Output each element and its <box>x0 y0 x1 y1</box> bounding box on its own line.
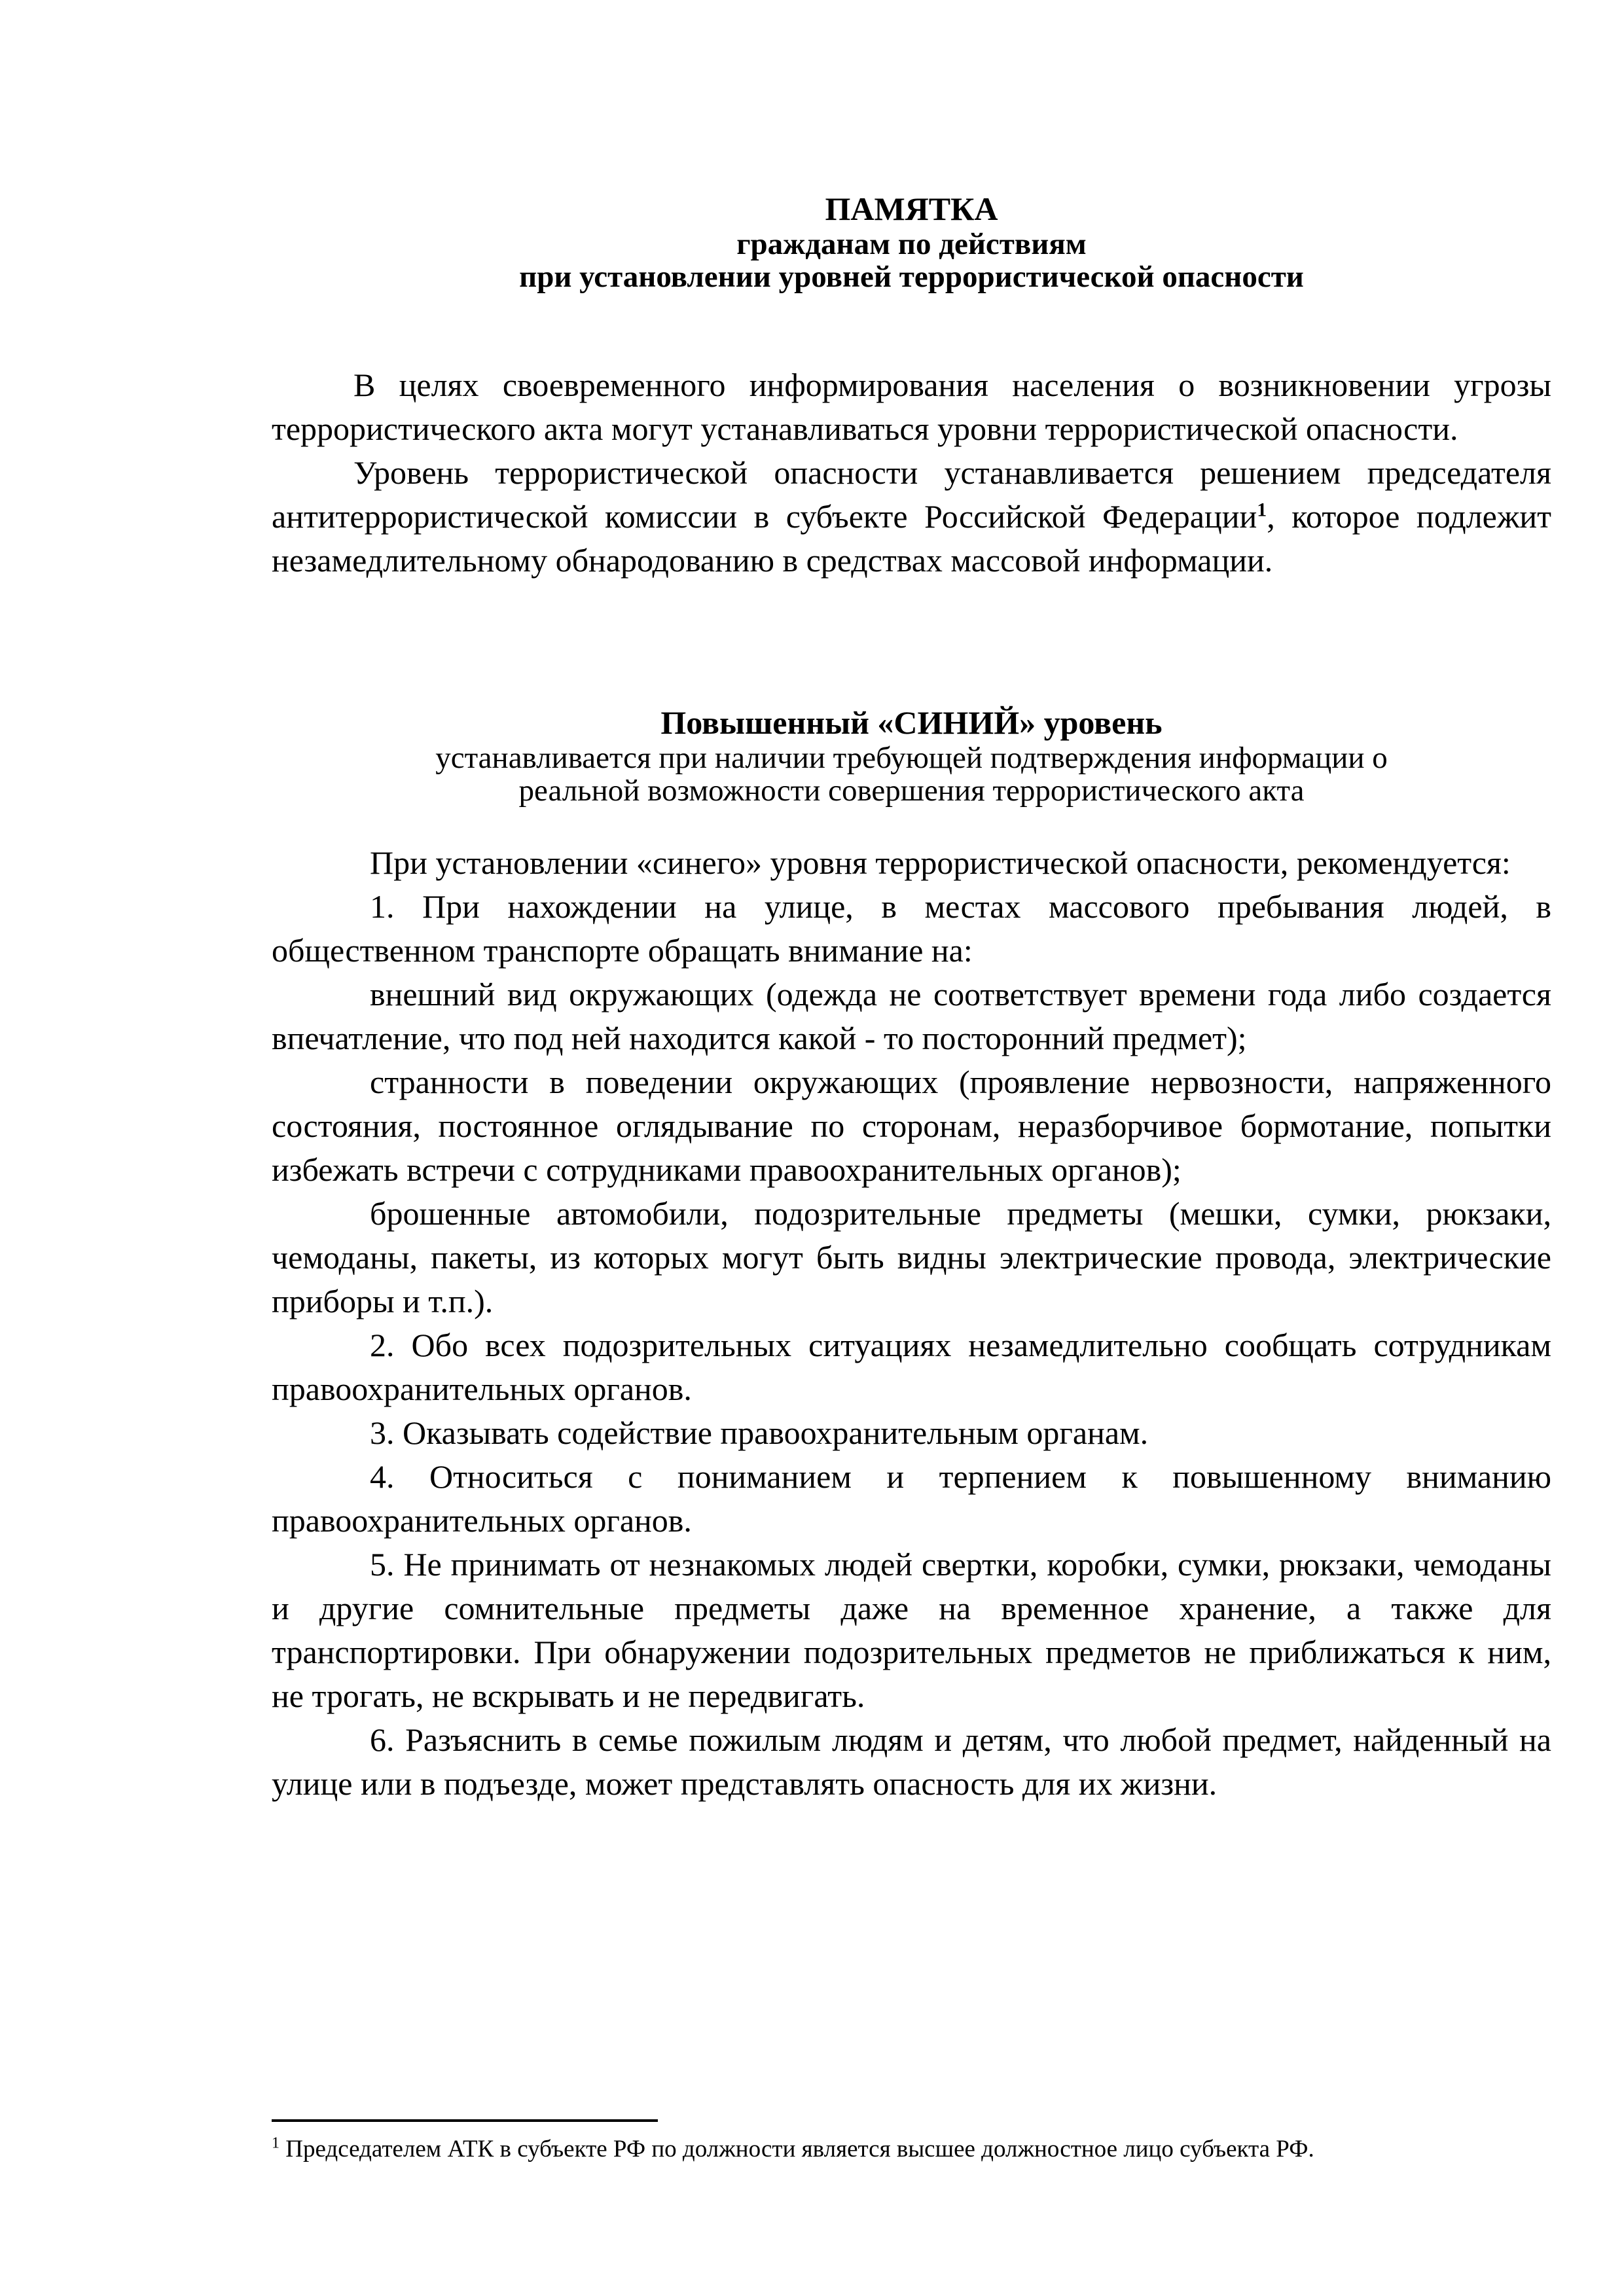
recommendation-item-6: 6. Разъяснить в семье пожилым людям и детям, что любой предмет, найденный на улице или в подъезде, может представлять опасность для их жизни. <box>272 1721 1551 1802</box>
recommendation-item-2: 2. Обо всех подозрительных ситуациях незамедлительно сообщать сотрудникам правоохранительных органов. <box>272 1327 1551 1407</box>
blue-level-lead: При установлении «синего» уровня террористической опасности, рекомендуется: <box>370 844 1511 881</box>
recommendation-item-3: 3. Оказывать содействие правоохранительным органам. <box>370 1414 1149 1451</box>
recommendation-item-1: 1. При нахождении на улице, в местах массового пребывания людей, в общественном транспорте обращать внимание на: <box>272 888 1551 969</box>
document-title: ПАМЯТКА <box>825 190 998 227</box>
blue-level-heading: Повышенный «СИНИЙ» уровень <box>660 704 1163 741</box>
document-subtitle-line2: при установлении уровней террористической опасности <box>519 260 1304 294</box>
recommendation-item-5: 5. Не принимать от незнакомых людей свертки, коробки, сумки, рюкзаки, чемоданы и другие сомнительные предметы даже на временное хранение, а также для транспортировки. При обнаружении подозрительных предметов не приближаться к ним, не трогать, не вскрывать и не передвигать. <box>272 1546 1551 1714</box>
document-subtitle-line1: гражданам по действиям <box>736 227 1087 261</box>
footnote-reference: 1 <box>1257 499 1267 521</box>
recommendation-item-1c: брошенные автомобили, подозрительные предметы (мешки, сумки, рюкзаки, чемоданы, пакеты, из которых могут быть видны электрические провода, электрические приборы и т.п.). <box>272 1195 1551 1319</box>
recommendation-item-1b: странности в поведении окружающих (проявление нервозности, напряженного состояния, постоянное оглядывание по сторонам, неразборчивое бормотание, попытки избежать встречи с сотрудниками правоохранительных органов); <box>272 1064 1551 1188</box>
intro-paragraph-1: В целях своевременного информирования населения о возникновении угрозы террористического акта могут устанавливаться уровни террористической опасности. <box>272 367 1551 447</box>
blue-level-desc-line1: устанавливается при наличии требующей подтверждения информации о <box>435 741 1388 775</box>
intro-paragraph-2-text: Уровень террористической опасности устанавливается решением председателя антитеррористической комиссии в субъекте Российской Федерации <box>272 454 1551 535</box>
intro-paragraph-2-tail: , которое подлежит незамедлительному обнародованию в средствах массовой информации. <box>272 498 1551 579</box>
intro-section <box>272 363 1551 583</box>
blue-level-header <box>272 704 1551 807</box>
recommendation-item-1a: внешний вид окружающих (одежда не соответствует времени года либо создается впечатление, что под ней находится какой - то посторонний предмет); <box>272 976 1551 1056</box>
footnote <box>272 2135 1551 2164</box>
recommendation-item-4: 4. Относиться с пониманием и терпением к повышенному вниманию правоохранительных органов. <box>272 1458 1551 1539</box>
blue-level-desc-line2: реальной возможности совершения террористического акта <box>518 774 1305 808</box>
footnote-text: Председателем АТК в субъекте РФ по должности является высшее должностное лицо субъекта РФ. <box>280 2136 1314 2162</box>
footnote-separator <box>272 2119 658 2122</box>
blue-level-body <box>272 841 1551 1806</box>
footnote-mark: 1 <box>272 2134 280 2152</box>
intro-paragraph-2 <box>272 451 1551 583</box>
document-header <box>272 190 1551 293</box>
